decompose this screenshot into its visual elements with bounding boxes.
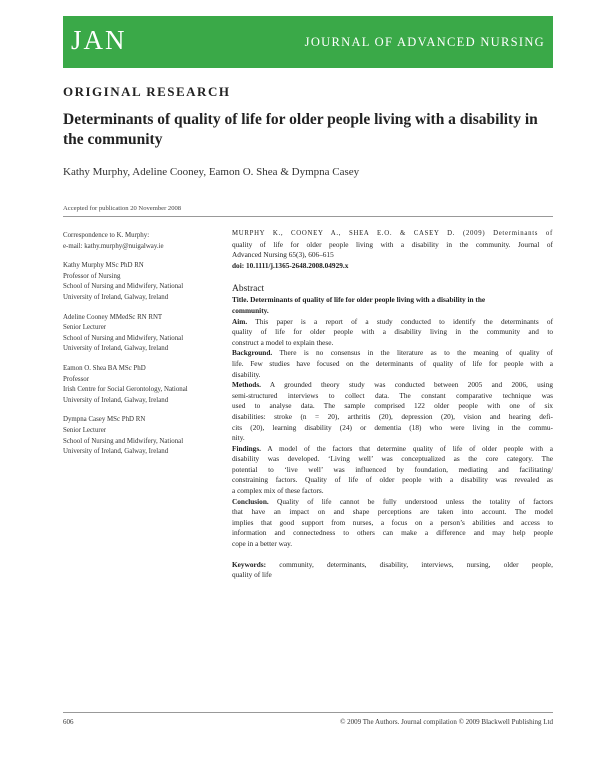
sidebar-line: School of Nursing and Midwifery, National [63, 283, 184, 291]
abstract-column [232, 229, 553, 581]
affiliation-block [63, 313, 223, 355]
background-label: Background. [232, 348, 273, 358]
sidebar-line: School of Nursing and Midwifery, National [63, 437, 184, 445]
citation-line: Advanced Nursing 65(3), 606–615 [232, 250, 334, 260]
text-line: disabilities: stroke (n = 20), arthritis (20), depression (20), vision and hearing defi- [232, 411, 553, 421]
affiliation-block [63, 364, 223, 406]
sidebar-line: University of Ireland, Galway, Ireland [63, 345, 169, 353]
text-line: disability. [232, 369, 261, 379]
text-line: cope in a better way. [232, 539, 293, 549]
keywords-label: Keywords: [232, 559, 267, 569]
text-line: nity. [232, 433, 245, 443]
conclusion-label: Conclusion. [232, 496, 269, 506]
citation-line: quality of life for older people living with a disability in the community. Journal of [232, 239, 553, 249]
citation-line: MURPHY K., COONEY A., SHEA E.O. & CASEY D. (2009) Determinants of [232, 230, 553, 237]
text-line: There is no consensus in the literature as to the meaning of quality of [272, 348, 553, 358]
sidebar-line: Irish Centre for Social Gerontology, National [63, 386, 188, 394]
conclusion-paragraph [232, 497, 553, 508]
abstract-title-line: community. [232, 305, 269, 315]
sidebar-line: Kathy Murphy MSc PhD RN [63, 262, 144, 270]
keywords [232, 560, 553, 581]
text-line: quality of life [232, 570, 272, 580]
section-label: ORIGINAL RESEARCH [63, 84, 231, 99]
author-list: Kathy Murphy, Adeline Cooney, Eamon O. Shea & Dympna Casey [63, 166, 360, 178]
doi-link[interactable]: doi: 10.1111/j.1365-2648.2008.04929.x [232, 260, 349, 270]
correspondence-block [63, 231, 223, 252]
text-line: implies that good support from nurses, a focus on a person’s abilities and access to [232, 517, 553, 527]
sidebar-line: University of Ireland, Galway, Ireland [63, 448, 169, 456]
text-line: constraining factors. Quality of life of older people with a disability was revealed as [232, 475, 553, 485]
author-affiliations [63, 231, 223, 467]
text-line: a complex mix of these factors. [232, 486, 324, 496]
citation [232, 229, 553, 271]
abstract-heading: Abstract [232, 284, 265, 295]
aim-label: Aim. [232, 316, 248, 326]
text-line: A model of the factors that determine quality of life of older people with a [261, 443, 553, 453]
text-line: information and connectedness to others can make a difference and may help people [232, 528, 553, 538]
text-line: potential to ‘live well’ was influenced by foundation, mediating and facilitating/ [232, 464, 553, 474]
keywords-paragraph [232, 560, 553, 571]
background-paragraph [232, 348, 553, 359]
findings-paragraph [232, 444, 553, 455]
title-line: the community [63, 131, 163, 148]
text-line: used to analyse data. The sample comprised 122 older people with one of six [232, 401, 553, 411]
text-line: quality of life for older people with a disability living in the community and to [232, 327, 553, 337]
text-line: construct a model to explain these. [232, 337, 334, 347]
title-line: Determinants of quality of life for older people living with a disability in [63, 111, 538, 128]
copyright-notice: © 2009 The Authors. Journal compilation © 2009 Blackwell Publishing Ltd [340, 718, 553, 726]
findings-label: Findings. [232, 443, 261, 453]
abstract-title-line: Title. Determinants of quality of life for older people living with a disability in the [232, 295, 486, 305]
text-line: A grounded theory study was conducted between 2005 and 2006, using [261, 380, 553, 390]
sidebar-line: Senior Lecturer [63, 324, 107, 332]
header-divider [63, 216, 553, 217]
text-line: This paper is a report of a study conducted to identify the determinants of [247, 316, 553, 326]
text-line: Quality of life cannot be fully understood unless the totality of factors [268, 496, 553, 506]
sidebar-line: School of Nursing and Midwifery, National [63, 334, 184, 342]
text-line: community, determinants, disability, interviews, nursing, older people, [266, 559, 553, 569]
journal-name: JOURNAL OF ADVANCED NURSING [304, 35, 545, 49]
sidebar-line: Adeline Cooney MMedSc RN RNT [63, 313, 163, 321]
sidebar-line: Dympna Casey MSc PhD RN [63, 416, 146, 424]
text-line: life. Few studies have focused on the determinants of quality of life for people with a [232, 358, 553, 368]
article-title [63, 110, 553, 150]
text-line: disability was developed. ‘Living well’ was conceptualized as the core category. The [232, 454, 553, 464]
methods-paragraph [232, 380, 553, 391]
text-line: cits (20), learning disability (24) or dementia (18) who were living in the commu- [232, 422, 553, 432]
aim-paragraph [232, 317, 553, 328]
sidebar-line: Correspondence to K. Murphy: [63, 232, 150, 239]
email-link[interactable]: e-mail: kathy.murphy@nuigalway.ie [63, 242, 164, 250]
accepted-date: Accepted for publication 20 November 2008 [63, 205, 182, 212]
affiliation-block [63, 415, 223, 457]
footer-divider [63, 712, 553, 713]
sidebar-line: Professor of Nursing [63, 272, 121, 280]
journal-logo: JAN [71, 25, 127, 55]
sidebar-line: Senior Lecturer [63, 426, 107, 434]
methods-label: Methods. [232, 380, 261, 390]
sidebar-line: Eamon O. Shea BA MSc PhD [63, 364, 146, 372]
affiliation-block [63, 261, 223, 303]
journal-banner [63, 16, 553, 68]
sidebar-line: University of Ireland, Galway, Ireland [63, 293, 169, 301]
text-line: that have an impact on and shape perceptions are taken into account. The model [232, 507, 553, 517]
page-number: 606 [63, 718, 74, 726]
sidebar-line: Professor [63, 375, 90, 383]
sidebar-line: University of Ireland, Galway, Ireland [63, 396, 169, 404]
text-line: semi-structured interviews to collect data. The constant comparative technique was [232, 390, 553, 400]
